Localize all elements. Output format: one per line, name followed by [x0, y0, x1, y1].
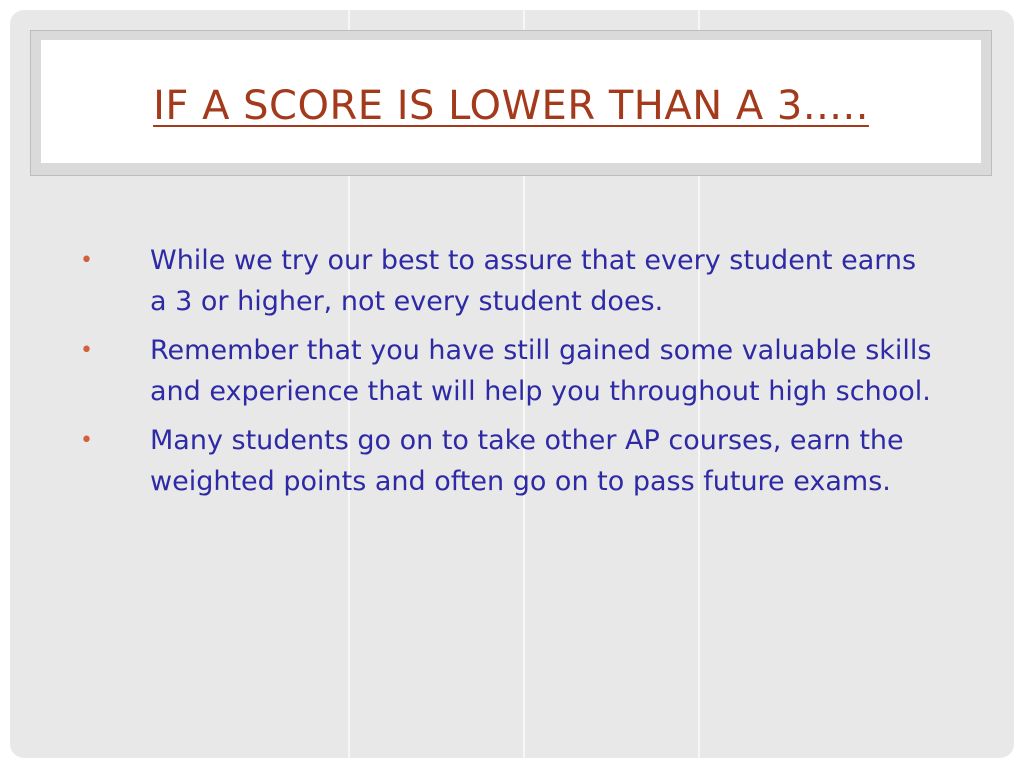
- title-box: [41, 40, 981, 163]
- bullet-text: While we try our best to assure that every student earns a 3 or higher, not every student does.: [150, 245, 917, 317]
- bullet-dot-icon: •: [80, 248, 93, 273]
- slide: [10, 10, 1014, 758]
- bullet-text: Remember that you have still gained some valuable skills and experience that will help you throughout high school.: [150, 335, 932, 407]
- bullet-dot-icon: •: [80, 428, 93, 453]
- title-frame: [30, 30, 992, 176]
- bullet-list: [78, 240, 938, 510]
- bullet-dot-icon: •: [80, 338, 93, 363]
- slide-title: IF A SCORE IS LOWER THAN A 3.....: [153, 82, 869, 129]
- bullet-item: [78, 240, 938, 322]
- bullet-item: [78, 420, 938, 502]
- bullet-item: [78, 330, 938, 412]
- bullet-text: Many students go on to take other AP courses, earn the weighted points and often go on to pass future exams.: [150, 425, 904, 497]
